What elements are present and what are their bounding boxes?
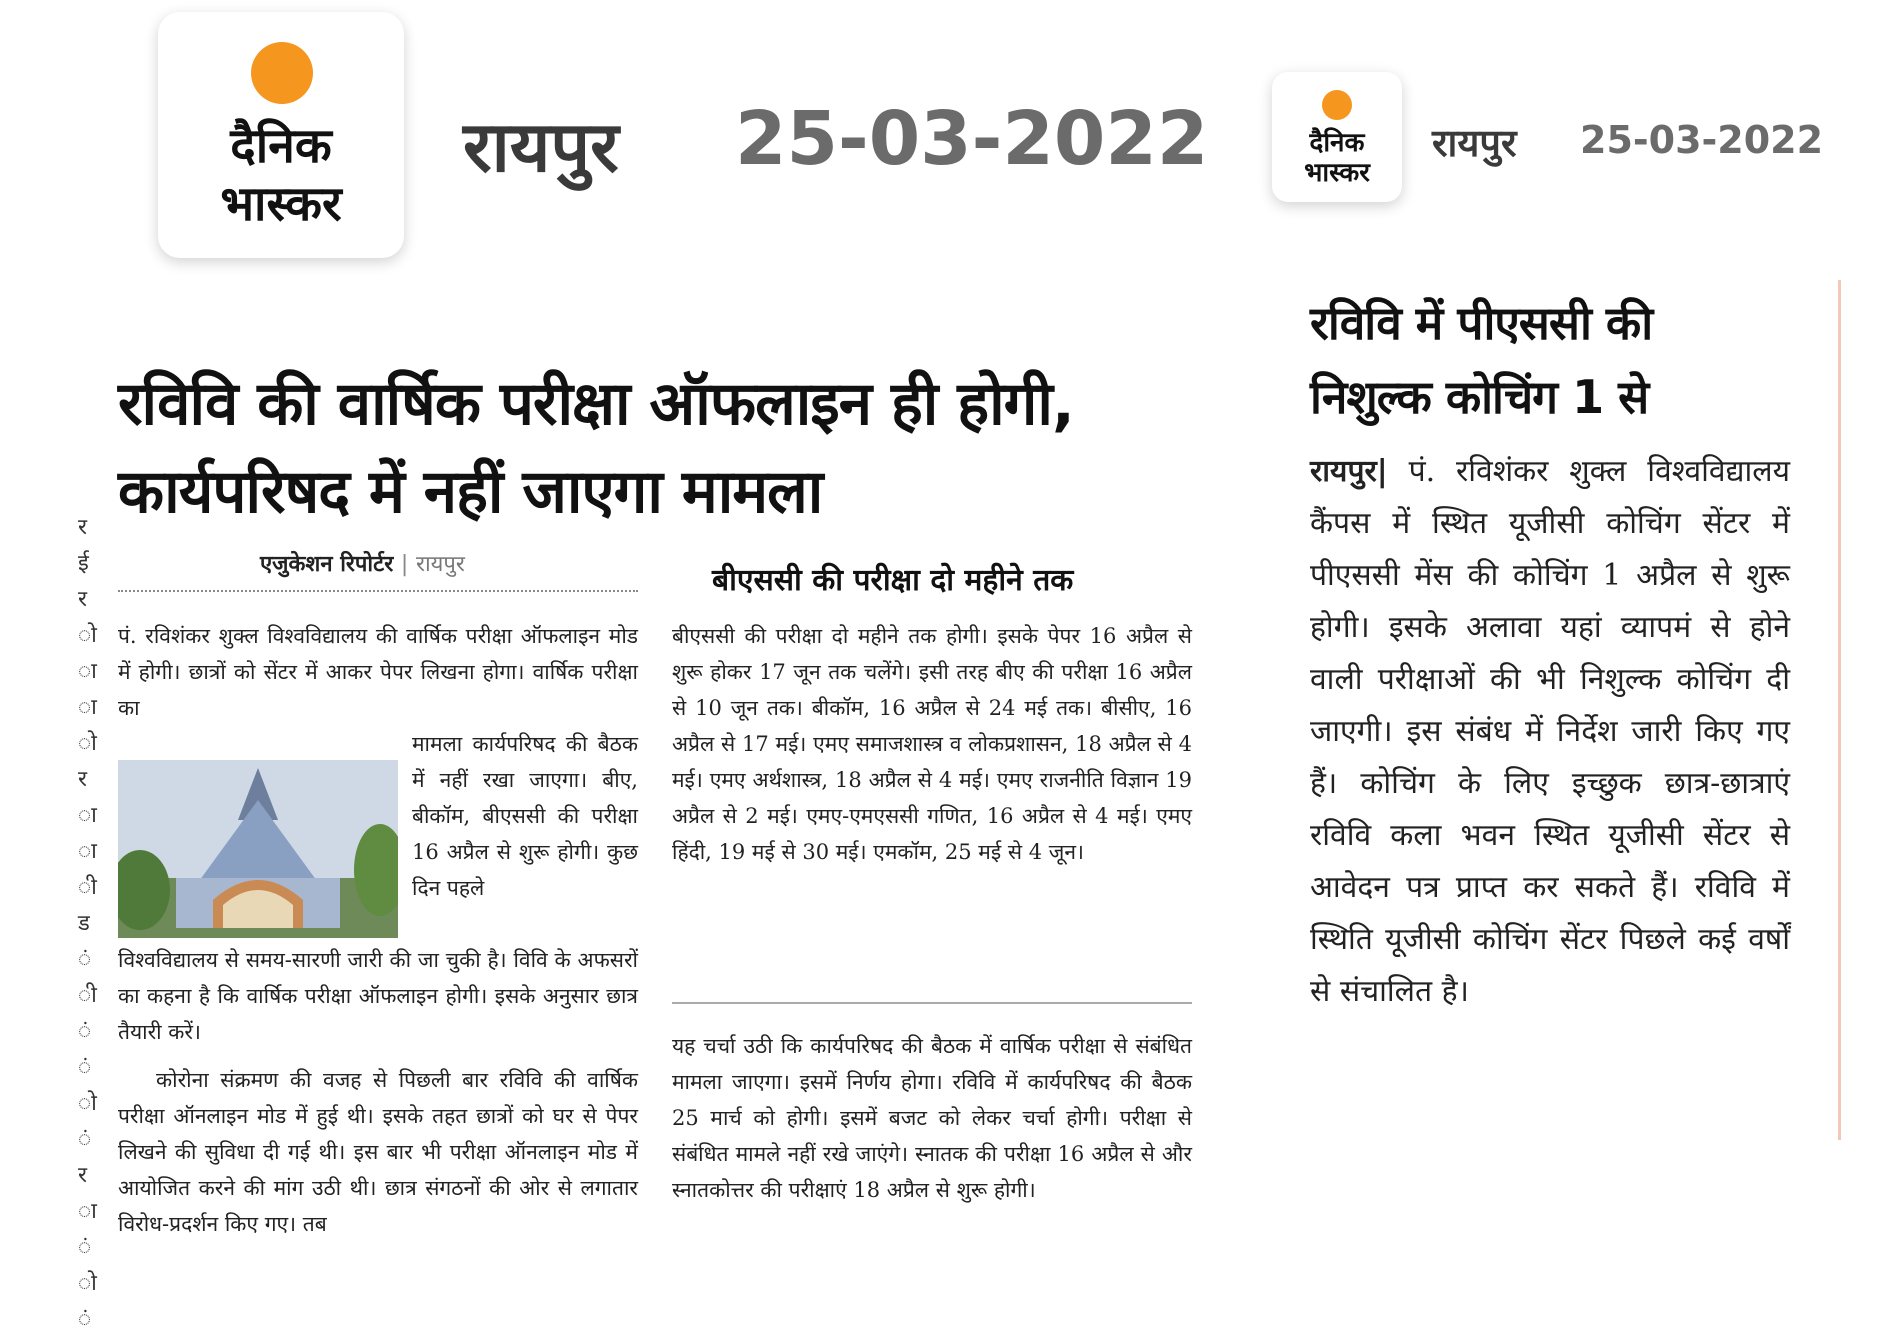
margin-char: ं: [78, 947, 92, 972]
university-gate-photo: [118, 760, 398, 938]
col1-para1-wrap: मामला कार्यपरिषद की बैठक में नहीं रखा जाएगा। बीए, बीकॉम, बीएससी की परीक्षा 16 अप्रैल से शुरू होगी। कुछ दिन पहले: [412, 732, 638, 900]
margin-char: ई: [78, 551, 89, 576]
margin-char: ा: [78, 695, 97, 720]
side-column-rule: [1838, 280, 1841, 1140]
logo-word-line2: भास्कर: [1304, 158, 1370, 188]
margin-char: र: [78, 767, 87, 792]
col1-para1-top: पं. रविशंकर शुक्ल विश्वविद्यालय की वार्षिक परीक्षा ऑफलाइन मोड में होगी। छात्रों को सेंटर में आकर पेपर लिखना होगा। वार्षिक परीक्षा का: [118, 624, 638, 720]
masthead-city-small: रायपुर: [1432, 121, 1517, 165]
dainik-bhaskar-logo-small: [1272, 72, 1402, 202]
col1-para1-bottom: विश्वविद्यालय से समय-सारणी जारी की जा चुकी है। विवि के अफसरों का कहना है कि वार्षिक परीक्षा ऑफलाइन होगी। इसके अनुसार छात्र तैयारी करें।: [118, 948, 638, 1044]
side-body: [1310, 446, 1790, 1018]
masthead-date-small: 25-03-2022: [1580, 118, 1824, 162]
margin-char: ो: [78, 731, 97, 756]
margin-char: र: [78, 587, 87, 612]
margin-char: ो: [78, 1271, 97, 1296]
side-headline: रविवि में पीएससी की निशुल्क कोचिंग 1 से: [1310, 296, 1653, 424]
logo-word-line1: दैनिक: [230, 118, 332, 174]
margin-char: ड: [78, 911, 90, 936]
sun-icon: [1322, 90, 1352, 120]
sun-icon: [251, 42, 313, 104]
margin-char: ं: [78, 1307, 92, 1332]
margin-char: ं: [78, 1127, 92, 1152]
margin-char: ा: [78, 803, 97, 828]
byline-divider: [118, 590, 638, 592]
masthead-date: 25-03-2022: [735, 96, 1209, 182]
logo-word-line2: भास्कर: [220, 176, 342, 232]
margin-char: ा: [78, 659, 97, 684]
col2-para2: यह चर्चा उठी कि कार्यपरिषद की बैठक में वार्षिक परीक्षा से संबंधित मामला जाएगा। इसमें निर्णय होगा। रविवि में कार्यपरिषद की बैठक 25 मार्च को होगी। इसमें बजट को लेकर चर्चा होगी। परीक्षा से संबंधित मामले नहीं रखे जाएंगे। स्नातक की परीक्षा 16 अप्रैल से और स्नातकोत्तर की परीक्षाएं 18 अप्रैल से शुरू होगी।: [672, 1034, 1192, 1202]
margin-char: ं: [78, 1055, 92, 1080]
masthead-city: रायपुर: [463, 106, 619, 188]
logo-word-line1: दैनिक: [1309, 128, 1365, 158]
margin-char: ं: [78, 1235, 92, 1260]
byline-separator: |: [400, 552, 409, 577]
margin-char: ी: [78, 983, 97, 1008]
col2-divider: [672, 1002, 1192, 1004]
margin-char: र: [78, 1163, 87, 1188]
side-body-text: पं. रविशंकर शुक्ल विश्वविद्यालय कैंपस में स्थित यूजीसी कोचिंग सेंटर में पीएससी मेंस की कोचिंग 1 अप्रैल से शुरू होगी। इसके अलावा यहां व्यापमं से होने वाली परीक्षाओं की भी निशुल्क कोचिंग दी जाएगी। इस संबंध में निर्देश जारी किए गए हैं। कोचिंग के लिए इच्छुक छात्र-छात्राएं रविवि कला भवन स्थित यूजीसी सेंटर से आवेदन पत्र प्राप्त कर सकते हैं। रविवि में स्थिति यूजीसी कोचिंग सेंटर पिछले कई वर्षों से संचालित है।: [1310, 454, 1790, 1009]
col2-para1: बीएससी की परीक्षा दो महीने तक होगी। इसके पेपर 16 अप्रैल से शुरू होकर 17 जून तक चलेंगे। इसी तरह बीए की परीक्षा 16 अप्रैल से 10 जून तक। बीकॉम, 16 अप्रैल से 24 मई तक। बीसीए, 16 अप्रैल से 17 मई। एमए समाजशास्त्र व लोकप्रशासन, 18 अप्रैल से 4 मई। एमए अर्थशास्त्र, 18 अप्रैल से 4 मई। एमए राजनीति विज्ञान 19 अप्रैल से 2 मई। एमए-एमएससी गणित, 16 अप्रैल से 4 मई। एमए हिंदी, 19 मई से 30 मई। एमकॉम, 25 मई से 4 जून।: [672, 624, 1192, 864]
byline: [260, 548, 465, 578]
side-dateline: रायपुर|: [1310, 454, 1388, 489]
dainik-bhaskar-logo-large: [158, 12, 404, 258]
byline-author: एजुकेशन रिपोर्टर: [260, 552, 394, 577]
margin-char: ं: [78, 1019, 92, 1044]
margin-char: ो: [78, 623, 97, 648]
col2-subhead: बीएससी की परीक्षा दो महीने तक: [712, 563, 1074, 598]
main-headline: रविवि की वार्षिक परीक्षा ऑफलाइन ही होगी, कार्यपरिषद में नहीं जाएगा मामला: [118, 369, 1074, 527]
margin-char: ी: [78, 875, 97, 900]
margin-char: ा: [78, 1199, 97, 1224]
adjacent-column-edge: [78, 510, 97, 1338]
col1-para2: कोरोना संक्रमण की वजह से पिछली बार रविवि की वार्षिक परीक्षा ऑनलाइन मोड में हुई थी। इसके तहत छात्रों को घर से पेपर लिखने की सुविधा दी गई थी। इस बार भी परीक्षा ऑनलाइन मोड में आयोजित करने की मांग उठी थी। छात्र संगठनों की ओर से लगातार विरोध-प्रदर्शन किए गए। तब: [118, 1068, 638, 1236]
margin-char: ो: [78, 1091, 97, 1116]
margin-char: ा: [78, 839, 97, 864]
byline-city: रायपुर: [415, 552, 465, 577]
margin-char: र: [78, 515, 87, 540]
